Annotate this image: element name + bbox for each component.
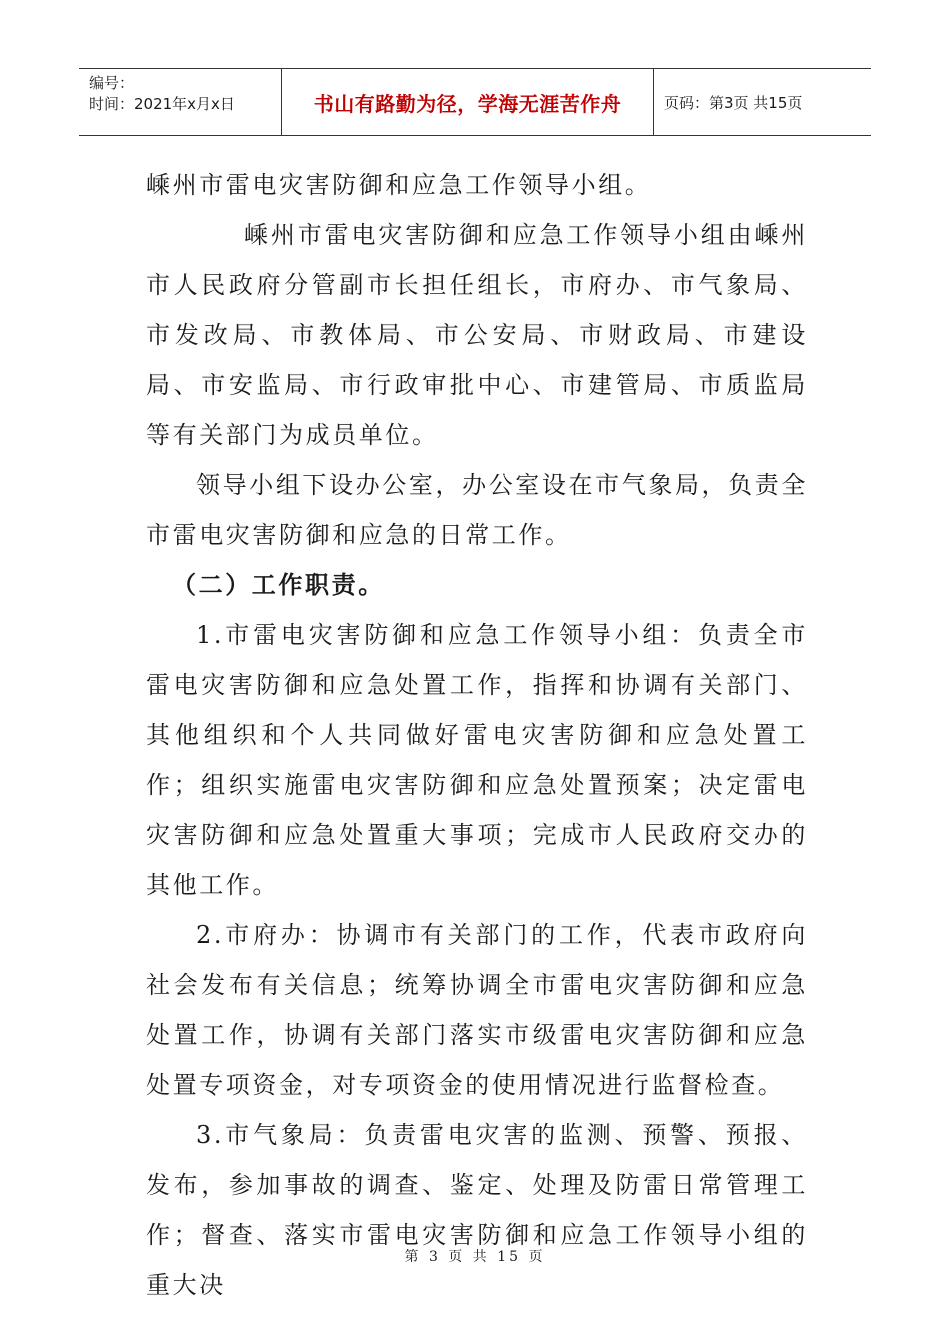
page-footer: 第 3 页 共 15 页 bbox=[404, 1249, 546, 1265]
paragraph-duty-3: 3.市气象局：负责雷电灾害的监测、预警、预报、发布，参加事故的调查、鉴定、处理及防雷日常管理工作；督查、落实市雷电灾害防御和应急工作领导小组的重大决 bbox=[146, 1121, 808, 1299]
paragraph-group-name: 嵊州市雷电灾害防御和应急工作领导小组。 bbox=[146, 171, 652, 199]
paragraph-duty-2: 2.市府办：协调市有关部门的工作，代表市政府向社会发布有关信息；统筹协调全市雷电灾害防御和应急处置工作，协调有关部门落实市级雷电灾害防御和应急处置专项资金，对专项资金的使用情况进行监督检查。 bbox=[146, 921, 808, 1099]
header-meta-cell bbox=[79, 69, 282, 135]
header-page-number: 页码：第3页 共15页 bbox=[664, 93, 803, 112]
document-number-label: 编号： bbox=[89, 74, 135, 92]
section-heading-duties: （二）工作职责。 bbox=[172, 571, 385, 599]
document-date-label: 时间：2021年x月x日 bbox=[89, 95, 235, 113]
header-motto: 书山有路勤为径，学海无涯苦作舟 bbox=[282, 69, 654, 135]
document-body bbox=[146, 160, 808, 1310]
paragraph-group-composition: 嵊州市雷电灾害防御和应急工作领导小组由嵊州市人民政府分管副市长担任组长，市府办、市气象局、市发改局、市教体局、市公安局、市财政局、市建设局、市安监局、市行政审批中心、市建管局、市质监局等有关部门为成员单位。 bbox=[146, 221, 808, 449]
document-header bbox=[79, 68, 871, 136]
paragraph-office: 领导小组下设办公室，办公室设在市气象局，负责全市雷电灾害防御和应急的日常工作。 bbox=[146, 471, 808, 549]
paragraph-duty-1: 1.市雷电灾害防御和应急工作领导小组：负责全市雷电灾害防御和应急处置工作，指挥和协调有关部门、其他组织和个人共同做好雷电灾害防御和应急处置工作；组织实施雷电灾害防御和应急处置预案；决定雷电灾害防御和应急处置重大事项；完成市人民政府交办的其他工作。 bbox=[146, 621, 808, 899]
